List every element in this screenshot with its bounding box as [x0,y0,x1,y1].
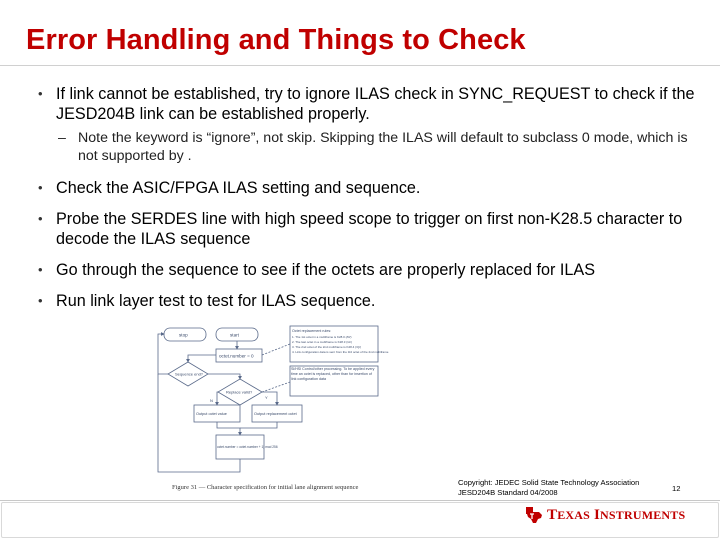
replacement-rules-title: Octet replacement rules: [292,329,332,333]
copyright-notice [458,478,639,498]
bullet-text: Check the ASIC/FPGA ILAS setting and sequence. [56,179,421,197]
sequence-end-label: Sequence end? [175,371,204,377]
sub-bullet-text: Note the keyword is “ignore”, not skip. Skipping the ILAS will default to subclass 0 mode, which is not supported by . [78,130,688,164]
control-processing-note: Sl/HSI Control/other processing. To be applied every time an octet is replaced, other than for insertion of link configuration data [291,367,375,381]
bullet-text: Go through the sequence to see if the octets are properly replaced for ILAS [56,261,596,279]
replacement-rule: 1. The 1st octet in a multiframe is K28.0 (/R/) [292,335,352,339]
texas-instruments-logo [524,505,685,525]
bullet-item [38,260,703,280]
sub-bullet-item [38,129,703,165]
bullet-item [38,209,703,249]
bullet-text: Run link layer test to test for ILAS sequence. [56,292,376,310]
footer-divider [0,500,720,501]
copyright-line: Copyright: JEDEC Solid State Technology Association [458,478,640,487]
figure-caption: Figure 31 — Character specification for initial lane alignment sequence [172,484,359,491]
yes-label: Y [265,395,268,400]
octet-increment-label: octet.number = octet.number + 1) mod 256 [217,445,278,449]
bullet-list [38,84,703,322]
no-label: N [210,398,213,403]
output-replacement-label: Output replacement octet [254,412,297,416]
bullet-item [38,291,703,311]
output-octet-label: Output octet value [196,412,227,416]
logo-wordmark: TEXAS INSTRUMENTS [547,506,686,523]
octet-init-label: octet.number = 0 [219,353,254,359]
bullet-icon: • [38,211,43,226]
bullet-icon: • [38,262,43,277]
replace-valid-label: Replace valid? [226,389,253,395]
bullet-item [38,178,703,198]
stop-label: stop [179,332,188,338]
replacement-rule: 2. The last octet in a multiframe is K28.3 (/A/) [292,340,352,344]
texas-state-icon [524,505,544,525]
bullet-icon: • [38,86,43,101]
slide-title: Error Handling and Things to Check [26,24,526,56]
bullet-icon: • [38,180,43,195]
title-divider [0,65,720,66]
copyright-line: JESD204B Standard 04/2008 [458,488,558,497]
replacement-rule: 3. The 2nd octet of the 2nd multiframe is K28.4 (/Q/) [292,345,362,349]
ilas-flowchart-figure [150,322,460,498]
replacement-rule: 4. Link configuration data is sent from the 3rd octet of the 2nd multiframe [292,350,389,354]
page-number: 12 [672,484,681,493]
bullet-icon: • [38,293,43,308]
bullet-item [38,84,703,124]
start-label: start [230,332,239,338]
dash-icon: – [58,130,66,146]
bullet-text: Probe the SERDES line with high speed scope to trigger on first non-K28.5 character to decode the ILAS sequence [56,210,683,248]
bullet-text: If link cannot be established, try to ignore ILAS check in SYNC_REQUEST to check if the JESD204B link can be established properly. [56,85,695,123]
